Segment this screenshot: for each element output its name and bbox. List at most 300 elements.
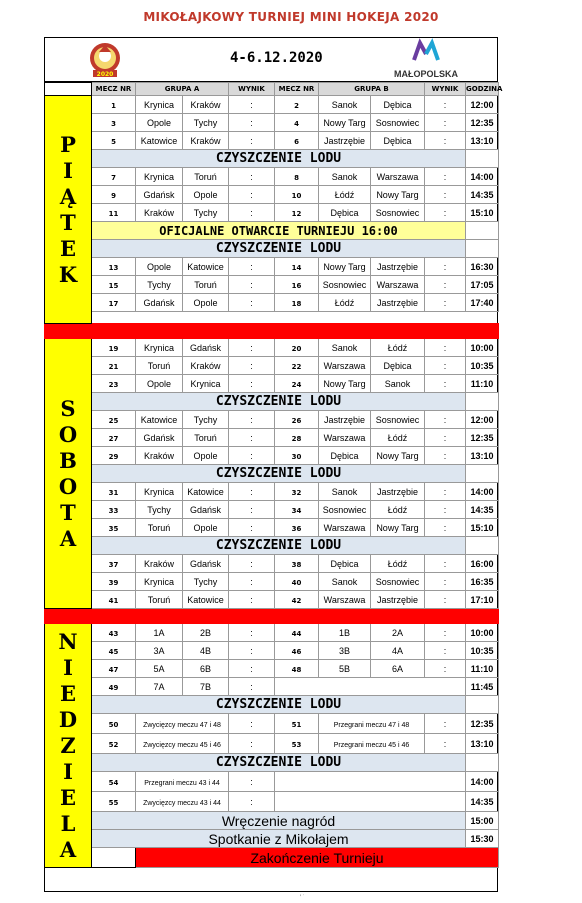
match-time: 12:35 (470, 432, 494, 443)
event-time-awards: 15:00 (470, 815, 494, 826)
team-b2: Jastrzębie (376, 297, 419, 308)
match-row (45, 714, 499, 734)
team-b2: Jastrzębie (376, 486, 419, 497)
team-b2: Łódź (387, 342, 408, 353)
team-a1: Katowice (140, 414, 178, 425)
team-a1: Krynica (143, 342, 174, 353)
team-a1: Krynica (143, 171, 174, 182)
match-row (45, 555, 499, 573)
team-b1: 5B (338, 663, 350, 674)
match-time: 15:10 (470, 207, 494, 218)
event-label-closing: Zakończenie Turnieju (250, 849, 384, 866)
match-time: 17:40 (470, 297, 494, 308)
team-b2: Łódź (387, 558, 408, 569)
result-b: : (443, 486, 447, 497)
day-letter: T (60, 209, 76, 235)
result-a: : (250, 738, 253, 749)
match-number-b: 18 (291, 299, 302, 308)
team-a2: 4B (199, 645, 211, 656)
match-time: 10:35 (470, 645, 494, 656)
team-a: Zwycięzcy meczu 45 i 46 (143, 741, 221, 749)
day-letter: A (59, 836, 77, 862)
team-b1: Warszawa (323, 594, 366, 605)
match-time: 14:00 (470, 171, 494, 182)
match-time: 17:10 (470, 594, 494, 605)
schedule-table (44, 82, 503, 868)
match-time: 17:05 (470, 279, 494, 290)
result-a: : (250, 663, 253, 674)
team-a: Zwycięzcy meczu 47 i 48 (143, 721, 221, 729)
team-b2: Sosnowiec (375, 576, 420, 587)
result-a: : (250, 718, 253, 729)
result-a: : (250, 432, 253, 443)
result-b: : (443, 414, 447, 425)
result-a: : (250, 576, 253, 587)
team-b1: Łódź (334, 297, 355, 308)
result-a: : (250, 486, 253, 497)
match-number: 29 (108, 452, 119, 461)
tournament-logo-icon (84, 42, 126, 78)
match-number-b: 42 (291, 596, 302, 605)
result-a: : (250, 279, 253, 290)
match-number-b: 26 (291, 416, 302, 425)
team-b1: Nowy Targ (323, 261, 366, 272)
team-b2: Dębica (383, 99, 412, 110)
match-time: 14:35 (470, 796, 494, 807)
result-b: : (443, 378, 447, 389)
col-result: WYNIK (238, 85, 265, 93)
team-a2: Kraków (190, 99, 221, 110)
team-a2: Opole (193, 189, 218, 200)
match-row (45, 357, 499, 375)
event-row-cleaning (45, 537, 499, 555)
match-row (45, 501, 499, 519)
team-b1: Sanok (331, 171, 358, 182)
match-time: 12:35 (470, 117, 494, 128)
day-letter: S (60, 395, 76, 421)
match-row (45, 447, 499, 465)
team-b1: Dębica (330, 558, 359, 569)
result-a: : (250, 207, 253, 218)
event-row-cleaning (45, 465, 499, 483)
match-number: 33 (108, 506, 119, 515)
match-row (45, 734, 499, 754)
match-row (45, 294, 499, 312)
match-number: 45 (108, 647, 119, 656)
team-b1: Warszawa (323, 522, 366, 533)
column-header-row (45, 83, 499, 96)
result-a: : (250, 522, 253, 533)
team-a2: Toruń (194, 279, 217, 290)
team-a2: Tychy (193, 117, 218, 128)
day-letter: E (59, 680, 76, 706)
team-a1: Tychy (147, 504, 171, 515)
match-number-b: 32 (291, 488, 302, 497)
match-number: 5 (111, 137, 116, 146)
day-letter: K (58, 261, 78, 287)
match-row (45, 411, 499, 429)
team-a1: Krynica (143, 99, 174, 110)
result-a: : (250, 171, 253, 182)
result-a: : (250, 450, 253, 461)
match-time: 10:00 (470, 627, 494, 638)
match-number: 39 (108, 578, 119, 587)
team-a1: Opole (146, 117, 172, 128)
match-number: 43 (108, 629, 119, 638)
team-b2: Sosnowiec (375, 117, 420, 128)
match-number: 15 (108, 281, 119, 290)
team-b1: Dębica (330, 207, 359, 218)
team-b1: Nowy Targ (323, 378, 366, 389)
team-a2: Kraków (190, 135, 221, 146)
match-number-b: 2 (294, 101, 299, 110)
match-row (45, 519, 499, 537)
col-match-nr: MECZ NR (95, 85, 132, 93)
match-number-b: 20 (291, 344, 302, 353)
match-time: 13:10 (470, 738, 494, 749)
result-b: : (443, 207, 447, 218)
event-row-awards (45, 812, 499, 830)
team-a1: Opole (146, 261, 172, 272)
result-b: : (443, 342, 447, 353)
match-number: 35 (108, 524, 119, 533)
day-letter: Z (60, 732, 76, 758)
match-number: 21 (108, 362, 119, 371)
match-time: 10:00 (470, 342, 494, 353)
result-a: : (250, 297, 253, 308)
result-a: : (250, 117, 253, 128)
match-number: 1 (111, 101, 116, 110)
team-b2: Łódź (387, 504, 408, 515)
team-b1: Sosnowiec (322, 504, 367, 515)
match-number-b: 36 (291, 524, 302, 533)
team-a1: Tychy (147, 279, 171, 290)
day-sunday (45, 624, 92, 868)
match-number-b: 6 (294, 137, 299, 146)
team-a2: Gdańsk (189, 504, 222, 515)
result-a: : (250, 342, 253, 353)
result-a: : (250, 776, 253, 787)
svg-text:2020: 2020 (96, 71, 114, 78)
match-number: 9 (111, 191, 116, 200)
match-number-b: 22 (291, 362, 302, 371)
team-a2: Toruń (194, 171, 217, 182)
team-a1: Toruń (147, 522, 171, 533)
team-a1: Krynica (143, 486, 174, 497)
team-a1: 3A (153, 645, 165, 656)
result-a: : (250, 796, 253, 807)
match-number: 25 (108, 416, 119, 425)
team-a2: Toruń (194, 432, 217, 443)
col-result-b: WYNIK (431, 85, 459, 93)
match-number: 3 (111, 119, 116, 128)
team-b2: Sosnowiec (375, 207, 420, 218)
day-letter: I (63, 157, 73, 183)
result-b: : (443, 576, 447, 587)
result-a: : (250, 627, 253, 638)
match-number-b: 28 (291, 434, 302, 443)
day-letter: O (58, 421, 78, 447)
page-title: MIKOŁAJKOWY TURNIEJ MINI HOKEJA 2020 (143, 10, 439, 24)
team-a2: Katowice (187, 261, 224, 272)
match-time: 16:00 (470, 558, 494, 569)
team-a1: Gdańsk (143, 297, 175, 308)
result-b: : (443, 432, 447, 443)
result-b: : (443, 279, 447, 290)
match-time: 14:00 (470, 486, 494, 497)
match-number: 13 (108, 263, 119, 272)
event-row-cleaning (45, 150, 499, 168)
match-time: 13:10 (470, 135, 494, 146)
result-b: : (443, 738, 447, 749)
result-b: : (443, 718, 447, 729)
team-b2: Sanok (384, 378, 411, 389)
match-row (45, 276, 499, 294)
team-a: Przegrani meczu 43 i 44 (144, 779, 220, 787)
event-label-cleaning: CZYSZCZENIE LODU (215, 538, 342, 553)
team-a1: Toruń (147, 594, 171, 605)
match-row (45, 186, 499, 204)
team-b1: 3B (338, 645, 350, 656)
match-number: 11 (108, 209, 119, 218)
match-time: 10:35 (470, 360, 494, 371)
match-row (45, 204, 499, 222)
match-number: 27 (108, 434, 119, 443)
col-time: GODZINA (466, 85, 503, 93)
team-b1: Sosnowiec (322, 279, 367, 290)
match-time: 16:30 (470, 261, 494, 272)
match-time: 12:00 (470, 414, 494, 425)
result-b: : (443, 663, 447, 674)
result-a: : (250, 681, 253, 692)
result-b: : (443, 558, 447, 569)
event-label-cleaning: CZYSZCZENIE LODU (215, 394, 342, 409)
result-a: : (250, 378, 253, 389)
team-b2: Dębica (383, 135, 412, 146)
day-letter: I (63, 654, 73, 680)
team-a1: Katowice (140, 135, 178, 146)
result-b: : (443, 627, 447, 638)
malopolska-m-icon (411, 40, 441, 62)
team-a1: Toruń (147, 360, 171, 371)
match-number: 54 (108, 778, 119, 787)
team-a2: Kraków (190, 360, 221, 371)
match-row (45, 624, 499, 642)
match-row (45, 429, 499, 447)
separator-red (45, 609, 499, 624)
team-b1: Jastrzębie (323, 135, 366, 146)
team-b2: Dębica (383, 360, 412, 371)
team-a2: Opole (193, 522, 218, 533)
match-number-b: 34 (291, 506, 302, 515)
match-number-b: 16 (291, 281, 302, 290)
separator-red (45, 324, 499, 339)
team-b2: 6A (391, 663, 403, 674)
match-number: 55 (108, 798, 119, 807)
malopolska-logo: MAŁOPOLSKA (383, 40, 469, 78)
event-label-opening: OFICJALNE OTWARCIE TURNIEJU 16:00 (159, 223, 398, 238)
match-row (45, 375, 499, 393)
result-a: : (250, 414, 253, 425)
team-a1: 1A (153, 627, 165, 638)
result-b: : (443, 99, 447, 110)
event-label-cleaning: CZYSZCZENIE LODU (215, 466, 342, 481)
team-b2: Jastrzębie (376, 261, 419, 272)
match-number: 7 (111, 173, 116, 182)
match-number: 19 (108, 344, 119, 353)
result-a: : (250, 360, 253, 371)
team-a1: Opole (146, 378, 172, 389)
team-b1: Łódź (334, 189, 355, 200)
team-a2: 7B (199, 681, 211, 692)
team-a2: Opole (193, 450, 218, 461)
result-b: : (443, 189, 447, 200)
team-a2: Opole (193, 297, 218, 308)
team-b1: Sanok (331, 99, 358, 110)
match-number-b: 12 (291, 209, 302, 218)
team-b2: Nowy Targ (376, 450, 419, 461)
result-b: : (443, 117, 447, 128)
match-number-b: 51 (291, 720, 302, 729)
event-row-santa (45, 830, 499, 848)
match-time: 14:35 (470, 189, 494, 200)
match-time: 15:10 (470, 522, 494, 533)
event-label-cleaning: CZYSZCZENIE LODU (215, 151, 342, 166)
match-number-b: 46 (291, 647, 302, 656)
team-a2: Gdańsk (189, 342, 222, 353)
team-b: Przegrani meczu 45 i 46 (333, 741, 410, 749)
col-match-nr-b: MECZ NR (278, 85, 315, 93)
match-number: 37 (108, 560, 119, 569)
match-time: 12:35 (470, 718, 494, 729)
match-number: 49 (108, 683, 119, 692)
team-a2: Krynica (190, 378, 221, 389)
day-friday (45, 96, 92, 324)
team-b2: Warszawa (376, 171, 419, 182)
match-number-b: 10 (291, 191, 302, 200)
result-a: : (250, 504, 253, 515)
result-b: : (443, 645, 447, 656)
day-letter: L (60, 810, 76, 836)
team-b2: Nowy Targ (376, 189, 419, 200)
team-a1: 7A (153, 681, 165, 692)
event-label-santa: Spotkanie z Mikołajem (208, 830, 349, 847)
match-number-b: 30 (291, 452, 302, 461)
match-time: 11:45 (470, 681, 494, 692)
team-b2: Warszawa (376, 279, 419, 290)
result-a: : (250, 558, 253, 569)
result-a: : (250, 135, 253, 146)
match-number-b: 24 (291, 380, 302, 389)
match-time: 14:00 (470, 776, 494, 787)
event-label-cleaning: CZYSZCZENIE LODU (215, 755, 342, 770)
event-label-awards: Wręczenie nagród (221, 812, 336, 829)
col-group-a: GRUPA A (164, 85, 200, 93)
result-a: : (250, 594, 253, 605)
event-row-opening (45, 222, 499, 240)
day-letter: O (58, 473, 78, 499)
day-letter: B (59, 447, 77, 473)
result-b: : (443, 360, 447, 371)
team-b1: Sanok (331, 486, 358, 497)
team-a1: Kraków (143, 558, 174, 569)
match-row (45, 678, 499, 696)
team-a2: 2B (199, 627, 211, 638)
day-letter: N (58, 628, 78, 654)
match-row (45, 258, 499, 276)
match-number: 47 (108, 665, 119, 674)
team-a2: Tychy (193, 576, 218, 587)
event-row-cleaning (45, 393, 499, 411)
team-a2: Tychy (193, 414, 218, 425)
match-time: 13:10 (470, 450, 494, 461)
day-letter: T (60, 499, 76, 525)
event-row-cleaning (45, 240, 499, 258)
match-row (45, 591, 499, 609)
team-b1: Jastrzębie (323, 414, 366, 425)
match-number-b: 38 (291, 560, 302, 569)
team-b: Przegrani meczu 47 i 48 (333, 721, 410, 729)
result-b: : (443, 450, 447, 461)
match-number-b: 8 (294, 173, 299, 182)
event-time-santa: 15:30 (470, 833, 494, 844)
match-number-b: 48 (291, 665, 302, 674)
team-a2: Katowice (187, 594, 224, 605)
team-b2: Nowy Targ (376, 522, 419, 533)
match-row (45, 132, 499, 150)
event-label-cleaning: CZYSZCZENIE LODU (215, 697, 342, 712)
col-group-b: GRUPA B (354, 85, 389, 93)
event-row-closing (45, 848, 499, 868)
match-row (45, 168, 499, 186)
day-letter: P (60, 131, 76, 157)
result-b: : (443, 261, 447, 272)
match-row (45, 642, 499, 660)
match-number: 52 (108, 740, 119, 749)
team-b1: Dębica (330, 450, 359, 461)
event-label-cleaning: CZYSZCZENIE LODU (215, 241, 342, 256)
day-letter: I (63, 758, 73, 784)
team-b2: Sosnowiec (375, 414, 420, 425)
match-number: 23 (108, 380, 119, 389)
result-b: : (443, 522, 447, 533)
match-number-b: 40 (291, 578, 302, 587)
match-number: 17 (108, 299, 119, 308)
match-number-b: 4 (294, 119, 299, 128)
match-number-b: 53 (291, 740, 302, 749)
day-letter: E (59, 235, 76, 261)
event-row-cleaning (45, 696, 499, 714)
team-a2: 6B (199, 663, 211, 674)
match-number: 50 (108, 720, 119, 729)
match-time: 12:00 (470, 99, 494, 110)
event-row-cleaning (45, 754, 499, 772)
team-b1: 1B (338, 627, 350, 638)
team-a1: Gdańsk (143, 189, 175, 200)
match-number: 31 (108, 488, 119, 497)
result-b: : (443, 135, 447, 146)
match-row (45, 573, 499, 591)
team-a2: Gdańsk (189, 558, 222, 569)
result-b: : (443, 504, 447, 515)
match-number-b: 14 (291, 263, 302, 272)
match-row (45, 114, 499, 132)
match-time: 11:10 (470, 378, 494, 389)
team-b1: Sanok (331, 576, 358, 587)
match-row (45, 792, 499, 812)
day-letter: A (59, 525, 77, 551)
match-row (45, 772, 499, 792)
